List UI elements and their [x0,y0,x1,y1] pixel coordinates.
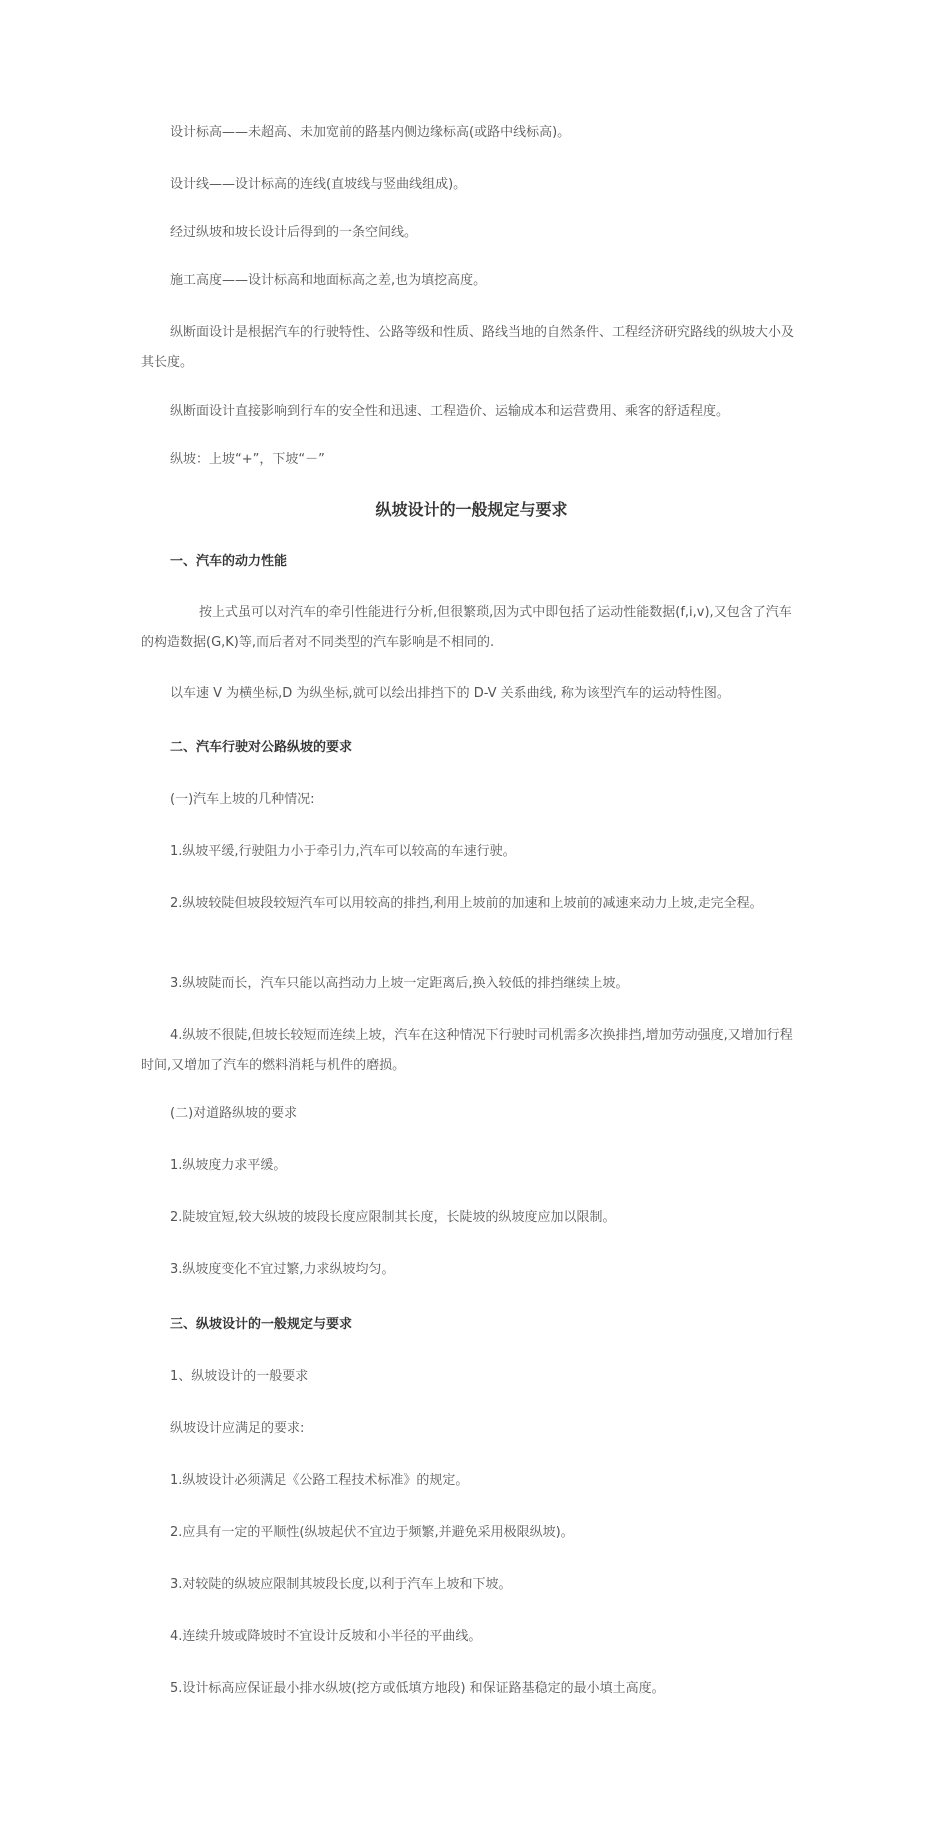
paragraph-space-line: 经过纵坡和坡长设计后得到的一条空间线。 [170,225,418,240]
list-item: 1.纵坡设计必须满足《公路工程技术标准》的规定。 [170,1473,469,1488]
list-item: 4.连续升坡或降坡时不宜设计反坡和小半径的平曲线。 [170,1629,482,1644]
subheading-general-requirements: 1、纵坡设计的一般要求 [170,1369,309,1384]
list-item: 4.纵坡不很陡,但坡长较短而连续上坡，汽车在这种情况下行驶时司机需多次换排挡,增加劳动强度,又增加行程时间,又增加了汽车的燃料消耗与机件的磨损。 [141,1028,793,1073]
list-item: 5.设计标高应保证最小排水纵坡(挖方或低填方地段) 和保证路基稳定的最小填土高度。 [170,1681,665,1696]
list-item: 2.陡坡宜短,较大纵坡的坡段长度应限制其长度，长陡坡的纵坡度应加以限制。 [170,1210,616,1225]
page-title: 纵坡设计的一般规定与要求 [375,500,568,519]
paragraph-dv-curve: 以车速 V 为横坐标,D 为纵坐标,就可以绘出排挡下的 D-V 关系曲线, 称为该型汽车的运动特性图。 [170,686,730,701]
paragraph-profile-design-impact: 纵断面设计直接影响到行车的安全性和迅速、工程造价、运输成本和运营费用、乘客的舒适程度。 [170,404,730,419]
paragraph-design-line: 设计线——设计标高的连线(直坡线与竖曲线组成)。 [170,177,467,192]
list-item: 2.应具有一定的平顺性(纵坡起伏不宜边于频繁,并避免采用极限纵坡)。 [170,1525,574,1540]
paragraph-construction-height: 施工高度——设计标高和地面标高之差,也为填挖高度。 [170,273,487,288]
paragraph-requirements-intro: 纵坡设计应满足的要求: [170,1421,305,1436]
paragraph-design-elevation: 设计标高——未超高、未加宽前的路基内侧边缘标高(或路中线标高)。 [170,125,571,140]
section-heading-road-grade: 二、汽车行驶对公路纵坡的要求 [170,740,353,755]
list-item: 2.纵坡较陡但坡段较短汽车可以用较高的排挡,利用上坡前的加速和上坡前的减速来动力上坡,走完全程。 [170,896,763,911]
section-heading-power: 一、汽车的动力性能 [170,554,288,569]
list-item: 1.纵坡平缓,行驶阻力小于牵引力,汽车可以较高的车速行驶。 [170,844,516,859]
paragraph-grade-sign: 纵坡：上坡“+”，下坡“－” [170,452,325,467]
list-item: 3.对较陡的纵坡应限制其坡段长度,以利于汽车上坡和下坡。 [170,1577,512,1592]
section-heading-general-rules: 三、纵坡设计的一般规定与要求 [170,1317,353,1332]
paragraph-profile-design-basis: 纵断面设计是根据汽车的行驶特性、公路等级和性质、路线当地的自然条件、工程经济研究路线的纵坡大小及其长度。 [141,325,795,370]
subheading-uphill-cases: (一)汽车上坡的几种情况: [170,792,315,807]
paragraph-traction-analysis: 按上式虽可以对汽车的牵引性能进行分析,但很繁琐,因为式中即包括了运动性能数据(f,i,v),又包含了汽车的构造数据(G,K)等,而后者对不同类型的汽车影响是不相同的. [141,605,792,650]
list-item: 1.纵坡度力求平缓。 [170,1158,287,1173]
list-item: 3.纵坡度变化不宜过繁,力求纵坡均匀。 [170,1262,395,1277]
list-item: 3.纵坡陡而长，汽车只能以高挡动力上坡一定距离后,换入较低的排挡继续上坡。 [170,976,629,991]
subheading-grade-requirements: (二)对道路纵坡的要求 [170,1106,298,1121]
